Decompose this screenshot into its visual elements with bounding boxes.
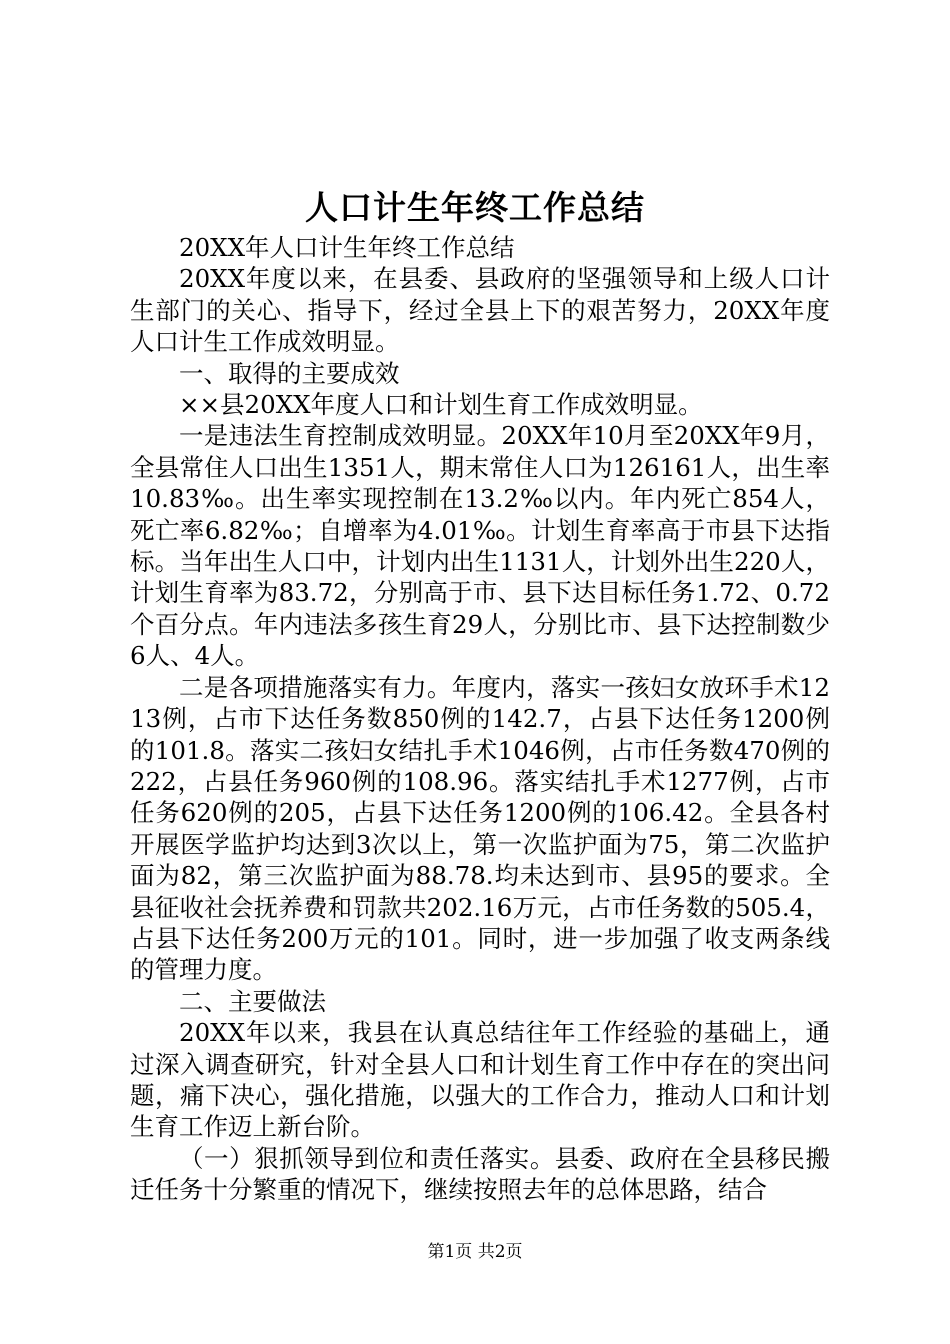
section-heading-methods: 二、主要做法 [179,986,326,1016]
paragraph-intro: 20XX年度以来，在县委、县政府的坚强领导和上级人口计生部门的关心、指导下，经过全县上下的艰苦努力，20XX年度人口计生工作成效明显。 [130,264,830,357]
document-title: 人口计生年终工作总结 [305,188,645,227]
paragraph-leadership: （一）狠抓领导到位和责任落实。县委、政府在全县移民搬迁任务十分繁重的情况下，继续按照去年的总体思路，结合 [130,1143,830,1205]
paragraph-methods-intro: 20XX年以来，我县在认真总结往年工作经验的基础上，通过深入调查研究，针对全县人口和计划生育工作中存在的突出问题，痛下决心，强化措施，以强大的工作合力，推动人口和计划生育工作迈上新台阶。 [130,1018,830,1142]
paragraph-measures: 二是各项措施落实有力。年度内，落实一孩妇女放环手术1213例，占市下达任务数850例的142.7，占县下达任务1200例的101.8。落实二孩妇女结扎手术1046例，占市任务数470例的222，占县任务960例的108.96。落实结扎手术1277例，占市任务620例的205，占县下达任务1200例的106.42。全县各村开展医学监护均达到3次以上，第一次监护面为75，第二次监护面为82，第三次监护面为88.78.均未达到市、县95的要求。全县征收社会抚养费和罚款共202.16万元，占市任务数的505.4，占县下达任务200万元的101。同时，进一步加强了收支两条线的管理力度。 [130,672,830,985]
paragraph-subtitle: 20XX年人口计生年终工作总结 [179,233,515,262]
paragraph-birth-control: 一是违法生育控制成效明显。20XX年10月至20XX年9月，全县常住人口出生1351人，期末常住人口为126161人，出生率10.83‰。出生率实现控制在13.2‰以内。年内死亡854人，死亡率6.82‰；自增率为4.01‰。计划生育率高于市县下达指标。当年出生人口中，计划内出生1131人，计划外出生220人，计划生育率为83.72，分别高于市、县下达目标任务1.72、0.72个百分点。年内违法多孩生育29人，分别比市、县下达控制数少6人、4人。 [130,421,830,671]
page-footer: 第1页 共2页 [427,1242,523,1262]
paragraph-overview: ××县20XX年度人口和计划生育工作成效明显。 [179,390,703,420]
section-heading-achievements: 一、取得的主要成效 [179,358,400,388]
document-body [130,232,830,1206]
